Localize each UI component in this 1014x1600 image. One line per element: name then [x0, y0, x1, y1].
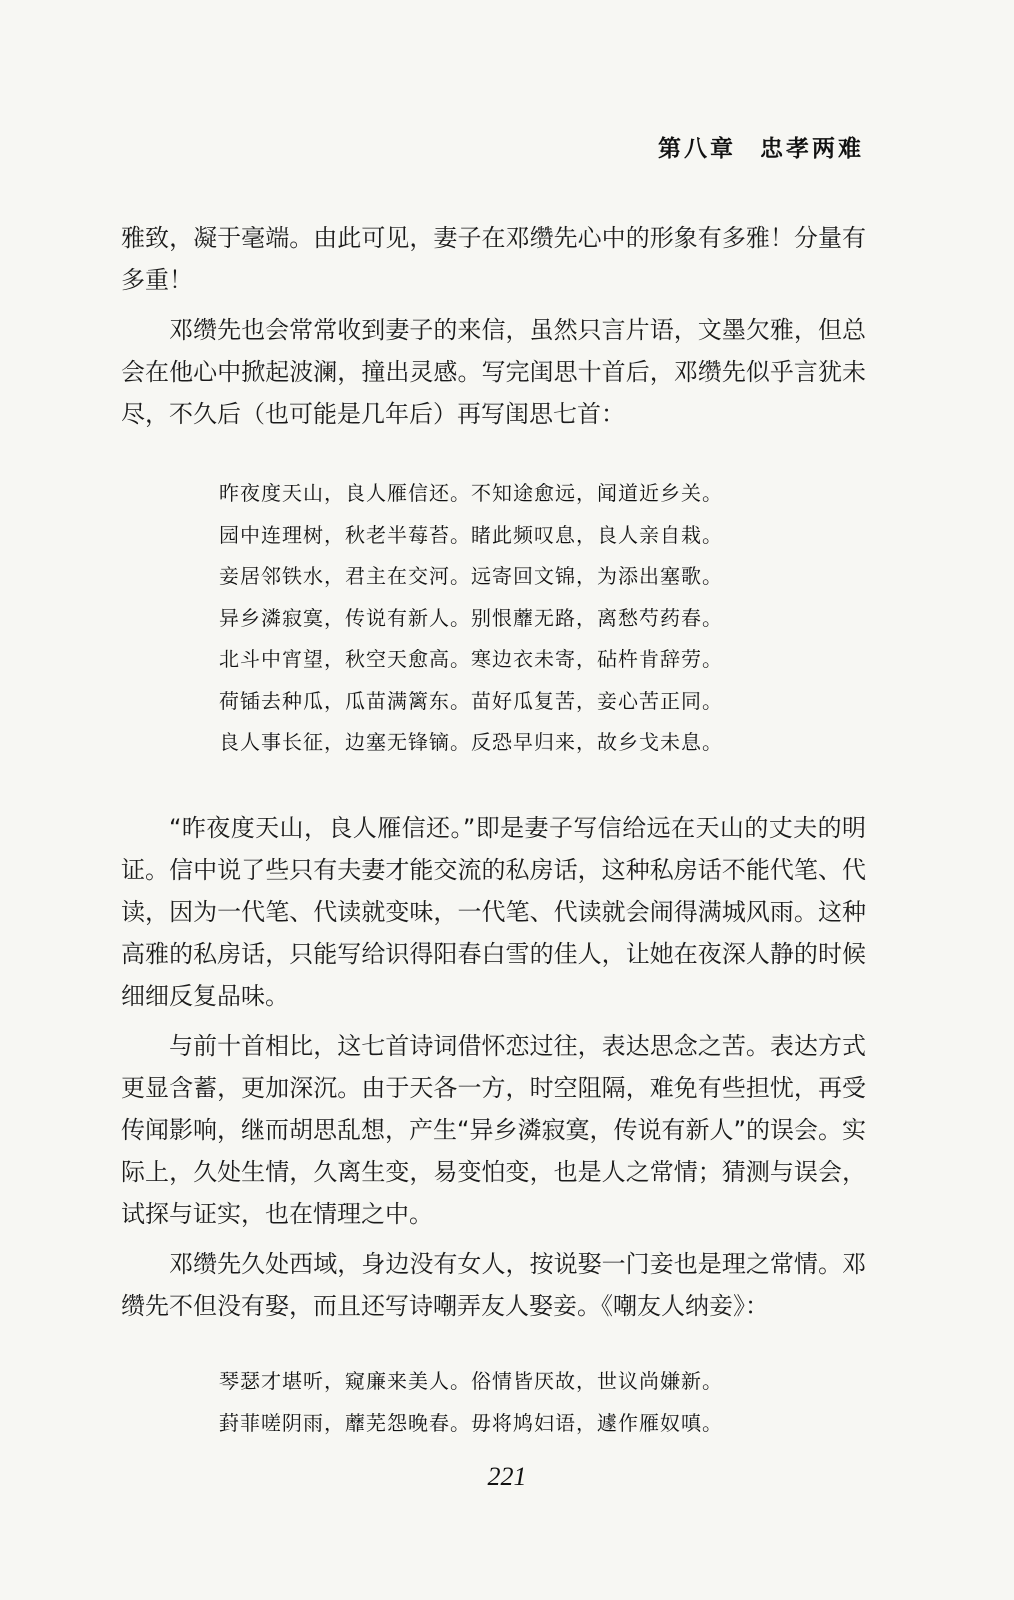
- paragraph: 与前十首相比，这七首诗词借怀恋过往，表达思念之苦。表达方式更显含蓄，更加深沉。由于天各一方，时空阻隔，难免有些担忧，再受传闻影响，继而胡思乱想，产生“异乡潾寂寞，传说有新人”的误会。实际上，久处生情，久离生变，易变怕变，也是人之常情；猜测与误会，试探与证实，也在情理之中。: [121, 1032, 866, 1228]
- paragraph: 邓缵先也会常常收到妻子的来信，虽然只言片语，文墨欠雅，但总会在他心中掀起波澜，撞出灵感。写完闺思十首后，邓缵先似乎言犹未尽，不久后（也可能是几年后）再写闺思七首：: [121, 316, 866, 428]
- running-header: [658, 130, 864, 163]
- poem-mock-friend: [219, 1361, 819, 1444]
- chapter-number: 第八章: [658, 135, 736, 162]
- poem-guisi-seven: [219, 473, 819, 764]
- poem-line: 异乡潾寂寞，传说有新人。别恨蘼无路，离愁芍药春。: [219, 605, 723, 630]
- chapter-title: 忠孝两难: [760, 135, 864, 162]
- poem-line: 荷锸去种瓜，瓜苗满篱东。苗好瓜复苦，妾心苦正同。: [219, 688, 723, 713]
- paragraph: 雅致，凝于毫端。由此可见，妻子在邓缵先心中的形象有多雅！分量有多重！: [121, 224, 866, 294]
- poem-line: 良人事长征，边塞无锋镝。反恐早归来，故乡戈未息。: [219, 730, 723, 754]
- poem-line: 园中连理树，秋老半莓苔。睹此频叹息，良人亲自栽。: [219, 522, 723, 547]
- poem-line: 昨夜度天山，良人雁信还。不知途愈远，闻道近乡关。: [219, 481, 723, 505]
- commentary-text: [121, 807, 866, 1335]
- paragraph: “昨夜度天山，良人雁信还。”即是妻子写信给远在天山的丈夫的明证。信中说了些只有夫妻才能交流的私房话，这种私房话不能代笔、代读，因为一代笔、代读就变味，一代笔、代读就会闹得满城风雨。这种高雅的私房话，只能写给识得阳春白雪的佳人，让她在夜深人静的时候细细反复品味。: [121, 814, 866, 1010]
- page-number: 221: [487, 1462, 527, 1491]
- paragraph: 邓缵先久处西域，身边没有女人，按说娶一门妾也是理之常情。邓缵先不但没有娶，而且还写诗嘲弄友人娶妾。《嘲友人纳妾》：: [121, 1250, 866, 1320]
- poem-line: 北斗中宵望，秋空天愈高。寒边衣未寄，砧杵肯辞劳。: [219, 647, 723, 671]
- intro-text: [121, 217, 866, 443]
- poem-line: 琴瑟才堪听，窥廉来美人。俗情皆厌故，世议尚嫌新。: [219, 1369, 723, 1393]
- poem-line: 妾居邻铁水，君主在交河。远寄回文锦，为添出塞歌。: [219, 564, 723, 588]
- poem-line: 葑菲嗟阴雨，蘼芜怨晚春。毋将鸠妇语，遽作雁奴嗔。: [219, 1410, 723, 1435]
